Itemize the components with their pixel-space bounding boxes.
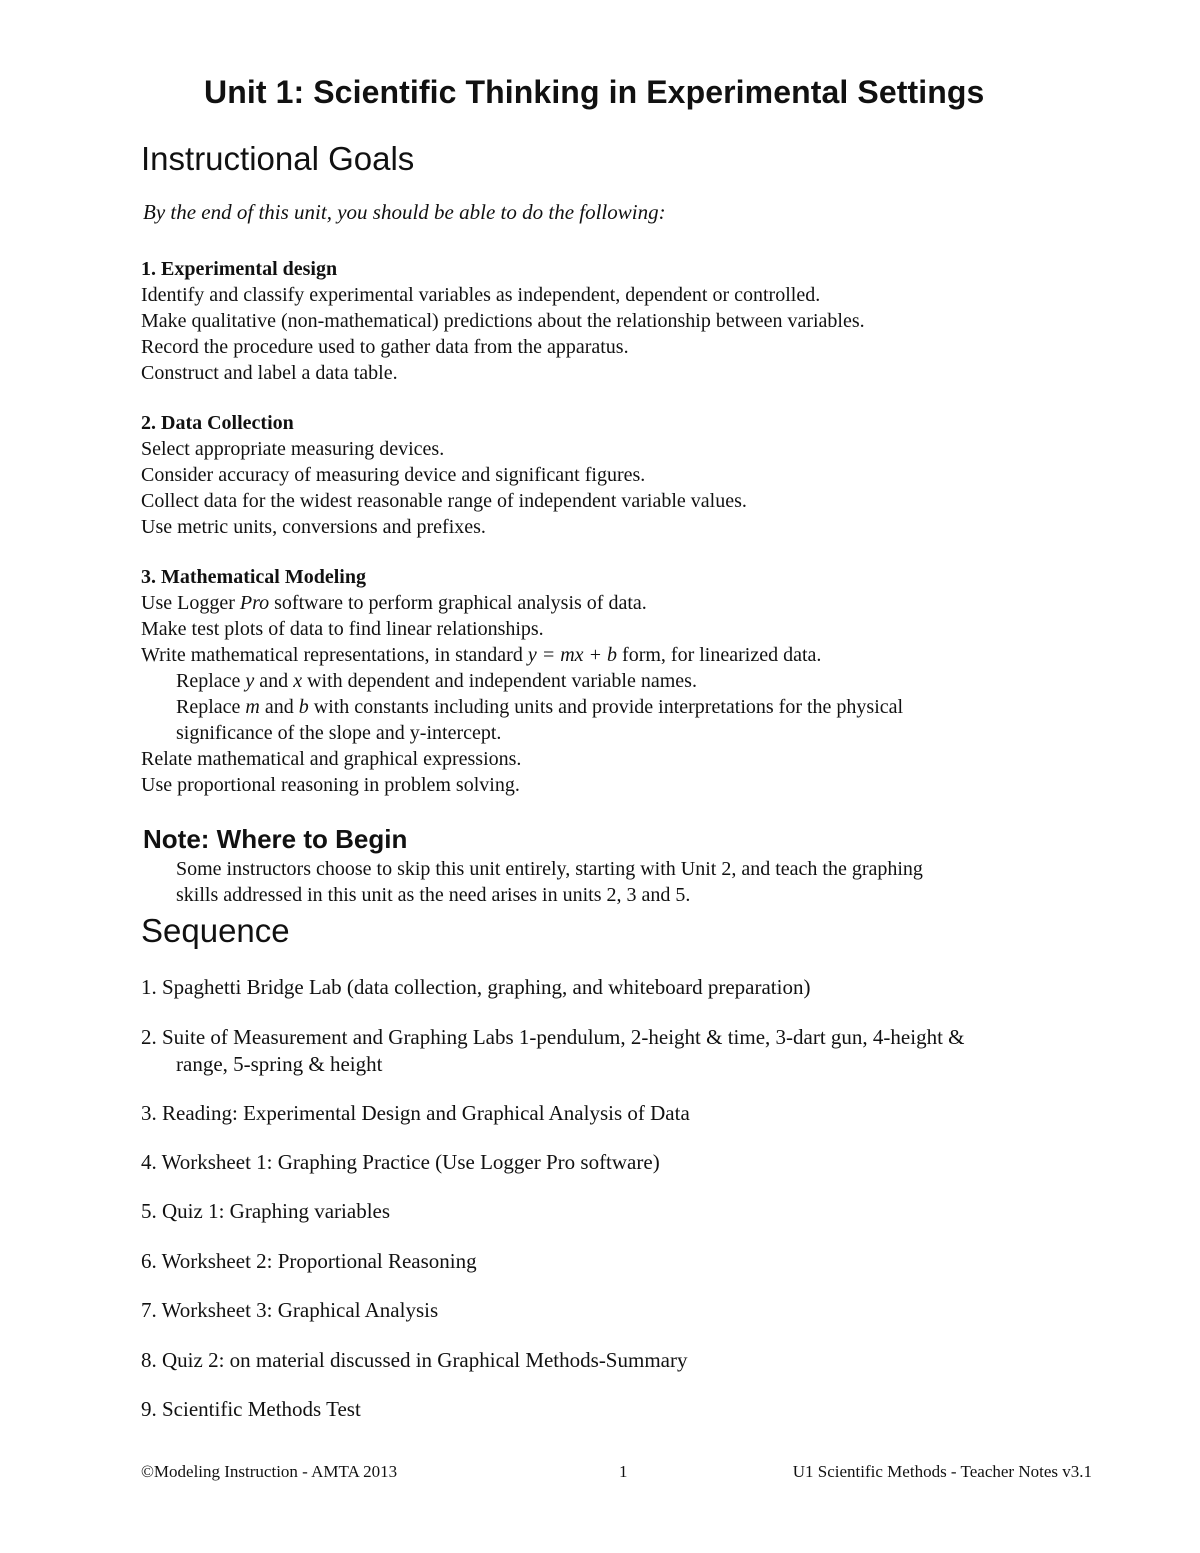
sequence-item: [141, 1297, 1081, 1324]
instructional-goals-heading: Instructional Goals: [141, 140, 415, 177]
goal-line: Make qualitative (non-mathematical) predictions about the relationship between variables.: [141, 310, 865, 332]
goal-subline: significance of the slope and y-intercept.: [176, 722, 502, 744]
section-heading: 1. Experimental design: [141, 258, 338, 280]
sequence-item-text: 2. Suite of Measurement and Graphing Labs 1-pendulum, 2-height & time, 3-dart gun, 4-height &: [141, 1025, 965, 1049]
footer-page-number: 1: [619, 1462, 628, 1481]
sequence-item: [141, 1198, 1081, 1225]
sequence-item: [141, 1100, 1081, 1127]
text-run: software to perform graphical analysis of data.: [269, 592, 647, 614]
sequence-item-text: 6. Worksheet 2: Proportional Reasoning: [141, 1249, 477, 1273]
goal-line: Construct and label a data table.: [141, 362, 398, 384]
intro-text: By the end of this unit, you should be able to do the following:: [143, 200, 666, 224]
goal-line: Relate mathematical and graphical expressions.: [141, 748, 522, 770]
goal-line: Use proportional reasoning in problem solving.: [141, 774, 520, 796]
sequence-item-text: 1. Spaghetti Bridge Lab (data collection, graphing, and whiteboard preparation): [141, 975, 811, 999]
text-run: Replace: [176, 696, 246, 718]
goal-line: [141, 590, 903, 616]
variable: m: [245, 696, 260, 718]
note-line: skills addressed in this unit as the need arises in units 2, 3 and 5.: [176, 884, 691, 906]
text-run-italic: Pro: [239, 592, 270, 614]
footer-doc-title: U1 Scientific Methods - Teacher Notes v3.1: [792, 1462, 1092, 1481]
sequence-item: [141, 1149, 1081, 1176]
sequence-item-text: 4. Worksheet 1: Graphing Practice (Use Logger Pro software): [141, 1150, 660, 1174]
section-heading: 3. Mathematical Modeling: [141, 566, 366, 588]
variable: x: [293, 670, 303, 692]
sequence-item: [141, 1347, 1081, 1374]
goal-line: Record the procedure used to gather data from the apparatus.: [141, 336, 629, 358]
sequence-item: [141, 1248, 1081, 1275]
note-heading: Note: Where to Begin: [143, 824, 408, 854]
text-run: Replace: [176, 670, 246, 692]
goal-line: [141, 642, 903, 668]
sequence-item-text: 5. Quiz 1: Graphing variables: [141, 1199, 391, 1223]
page-title: Unit 1: Scientific Thinking in Experimental Settings: [204, 74, 985, 110]
sequence-heading: Sequence: [141, 912, 290, 949]
goal-line: Consider accuracy of measuring device and significant figures.: [141, 464, 646, 486]
variable: y: [245, 670, 255, 692]
section-experimental-design: [141, 256, 865, 386]
sequence-item-text: 8. Quiz 2: on material discussed in Graphical Methods-Summary: [141, 1348, 688, 1372]
section-heading: 2. Data Collection: [141, 412, 294, 434]
text-run: form, for linearized data.: [617, 644, 822, 666]
goal-line: Use metric units, conversions and prefixes.: [141, 516, 486, 538]
goal-line: Make test plots of data to find linear relationships.: [141, 618, 544, 640]
sequence-item-continuation: range, 5-spring & height: [176, 1052, 383, 1076]
text-run: and: [259, 696, 299, 718]
section-data-collection: [141, 410, 747, 540]
sequence-item: [141, 1396, 1081, 1423]
note-body: [141, 856, 923, 908]
equation: y = mx + b: [527, 644, 618, 666]
goal-line: Select appropriate measuring devices.: [141, 438, 445, 460]
footer-copyright: ©Modeling Instruction - AMTA 2013: [141, 1462, 398, 1481]
text-run: Write mathematical representations, in standard: [141, 644, 528, 666]
goal-subline: [141, 694, 903, 720]
sequence-item: [141, 974, 1081, 1001]
text-run: and: [254, 670, 294, 692]
sequence-item: [141, 1024, 1081, 1078]
text-run: Use Logger: [141, 592, 240, 614]
sequence-item-text: 3. Reading: Experimental Design and Graphical Analysis of Data: [141, 1101, 690, 1125]
goal-line: Identify and classify experimental variables as independent, dependent or controlled.: [141, 284, 821, 306]
text-run: with dependent and independent variable names.: [302, 670, 697, 692]
section-mathematical-modeling: [141, 564, 903, 798]
sequence-item-text: 9. Scientific Methods Test: [141, 1397, 361, 1421]
goal-subline: [141, 668, 903, 694]
note-line: Some instructors choose to skip this unit entirely, starting with Unit 2, and teach the graphing: [176, 858, 923, 880]
sequence-item-text: 7. Worksheet 3: Graphical Analysis: [141, 1298, 439, 1322]
variable: b: [298, 696, 309, 718]
text-run: with constants including units and provide interpretations for the physical: [308, 696, 904, 718]
goal-line: Collect data for the widest reasonable range of independent variable values.: [141, 490, 747, 512]
